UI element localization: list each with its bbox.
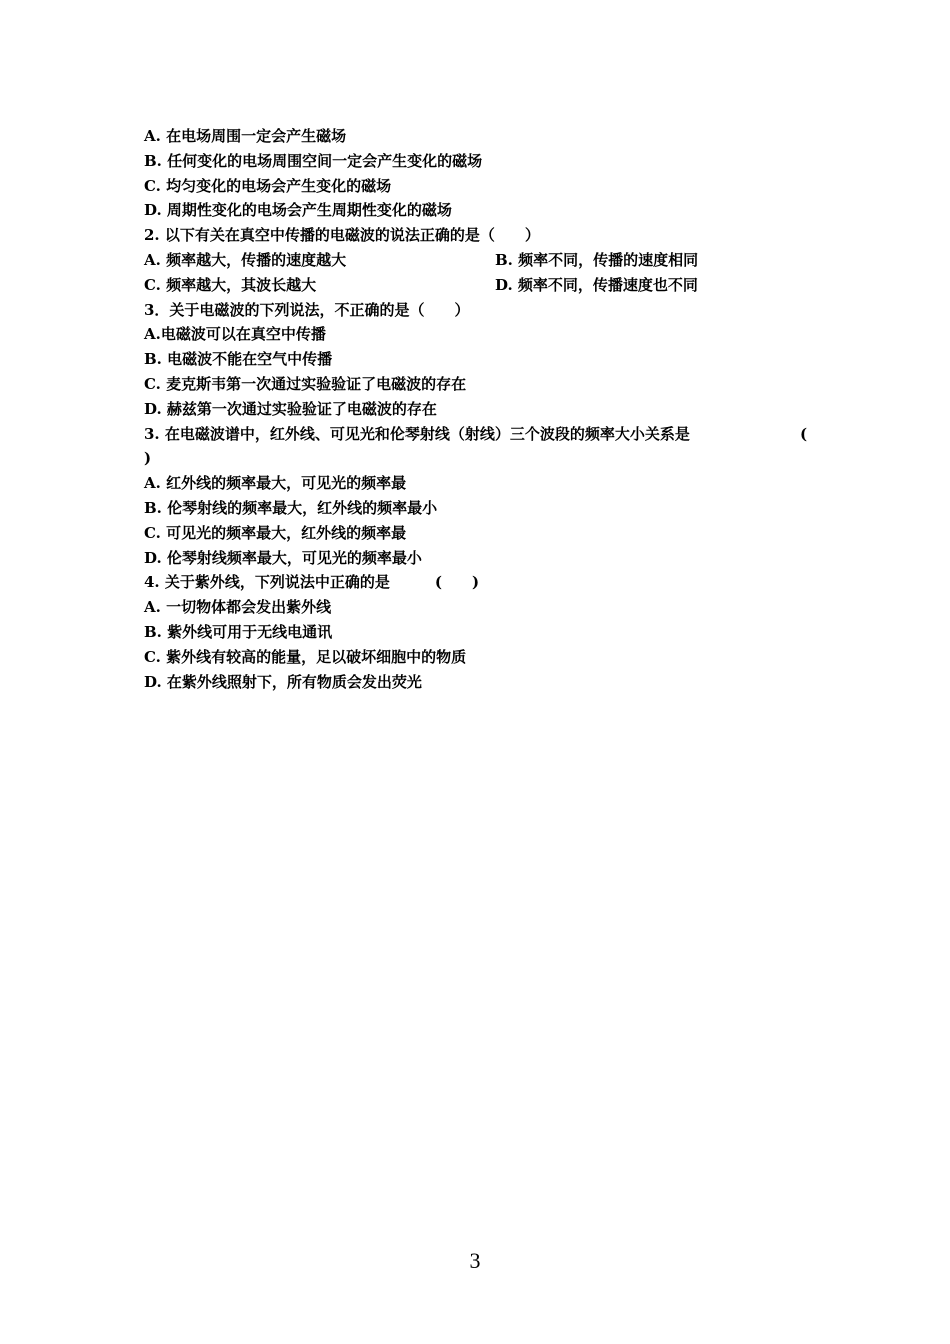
q1-option-b: B. 任何变化的电场周围空间一定会产生变化的磁场	[144, 151, 483, 170]
q3b-option-a: A. 红外线的频率最大，可见光的频率最	[144, 474, 407, 493]
q3-option-a: A.电磁波可以在真空中传播	[144, 325, 326, 344]
q1-option-a: A. 在电场周围一定会产生磁场	[144, 127, 347, 145]
q3b-option-b: B. 伦琴射线的频率最大，红外线的频率最小	[144, 498, 438, 517]
question-content	[144, 124, 824, 694]
page-number: 3	[469, 1248, 481, 1273]
q3b-option-c: C. 可见光的频率最大，红外线的频率最	[144, 523, 407, 542]
q4-option-d: D. 在紫外线照射下，所有物质会发出荧光	[144, 672, 422, 691]
q3-stem: 3．关于电磁波的下列说法，不正确的是（ ）	[144, 300, 470, 319]
q3b-stem-line	[144, 422, 824, 447]
q1-option-c: C. 均匀变化的电场会产生变化的磁场	[144, 176, 392, 195]
q3b-paren-close: )	[144, 449, 152, 468]
q2-stem: 2. 以下有关在真空中传播的电磁波的说法正确的是（ ）	[144, 226, 540, 245]
q4-stem: 4. 关于紫外线，下列说法中正确的是 ( )	[144, 573, 480, 592]
q2-options-row-1	[144, 248, 824, 273]
q3b-stem: 3. 在电磁波谱中，红外线、可见光和伦琴射线（射线）三个波段的频率大小关系是	[144, 424, 690, 443]
q2-options-row-2	[144, 273, 824, 298]
q4-option-b: B. 紫外线可用于无线电通讯	[144, 622, 333, 641]
q1-option-d: D. 周期性变化的电场会产生周期性变化的磁场	[144, 201, 452, 220]
q3b-option-d: D. 伦琴射线频率最大，可见光的频率最小	[144, 548, 422, 567]
q3-option-b: B. 电磁波不能在空气中传播	[144, 350, 333, 369]
q2-option-c: C. 频率越大，其波长越大	[144, 275, 317, 294]
q2-option-a: A. 频率越大，传播的速度越大	[144, 250, 347, 269]
q4-option-c: C. 紫外线有较高的能量，足以破坏细胞中的物质	[144, 647, 467, 666]
q4-option-a: A. 一切物体都会发出紫外线	[144, 598, 332, 617]
q3-option-d: D. 赫兹第一次通过实验验证了电磁波的存在	[144, 399, 437, 418]
q2-option-b: B. 频率不同，传播的速度相同	[495, 250, 699, 269]
q3-option-c: C. 麦克斯韦第一次通过实验验证了电磁波的存在	[144, 374, 467, 393]
q3b-paren-open: (	[800, 424, 808, 443]
q2-option-d: D. 频率不同，传播速度也不同	[495, 275, 698, 294]
